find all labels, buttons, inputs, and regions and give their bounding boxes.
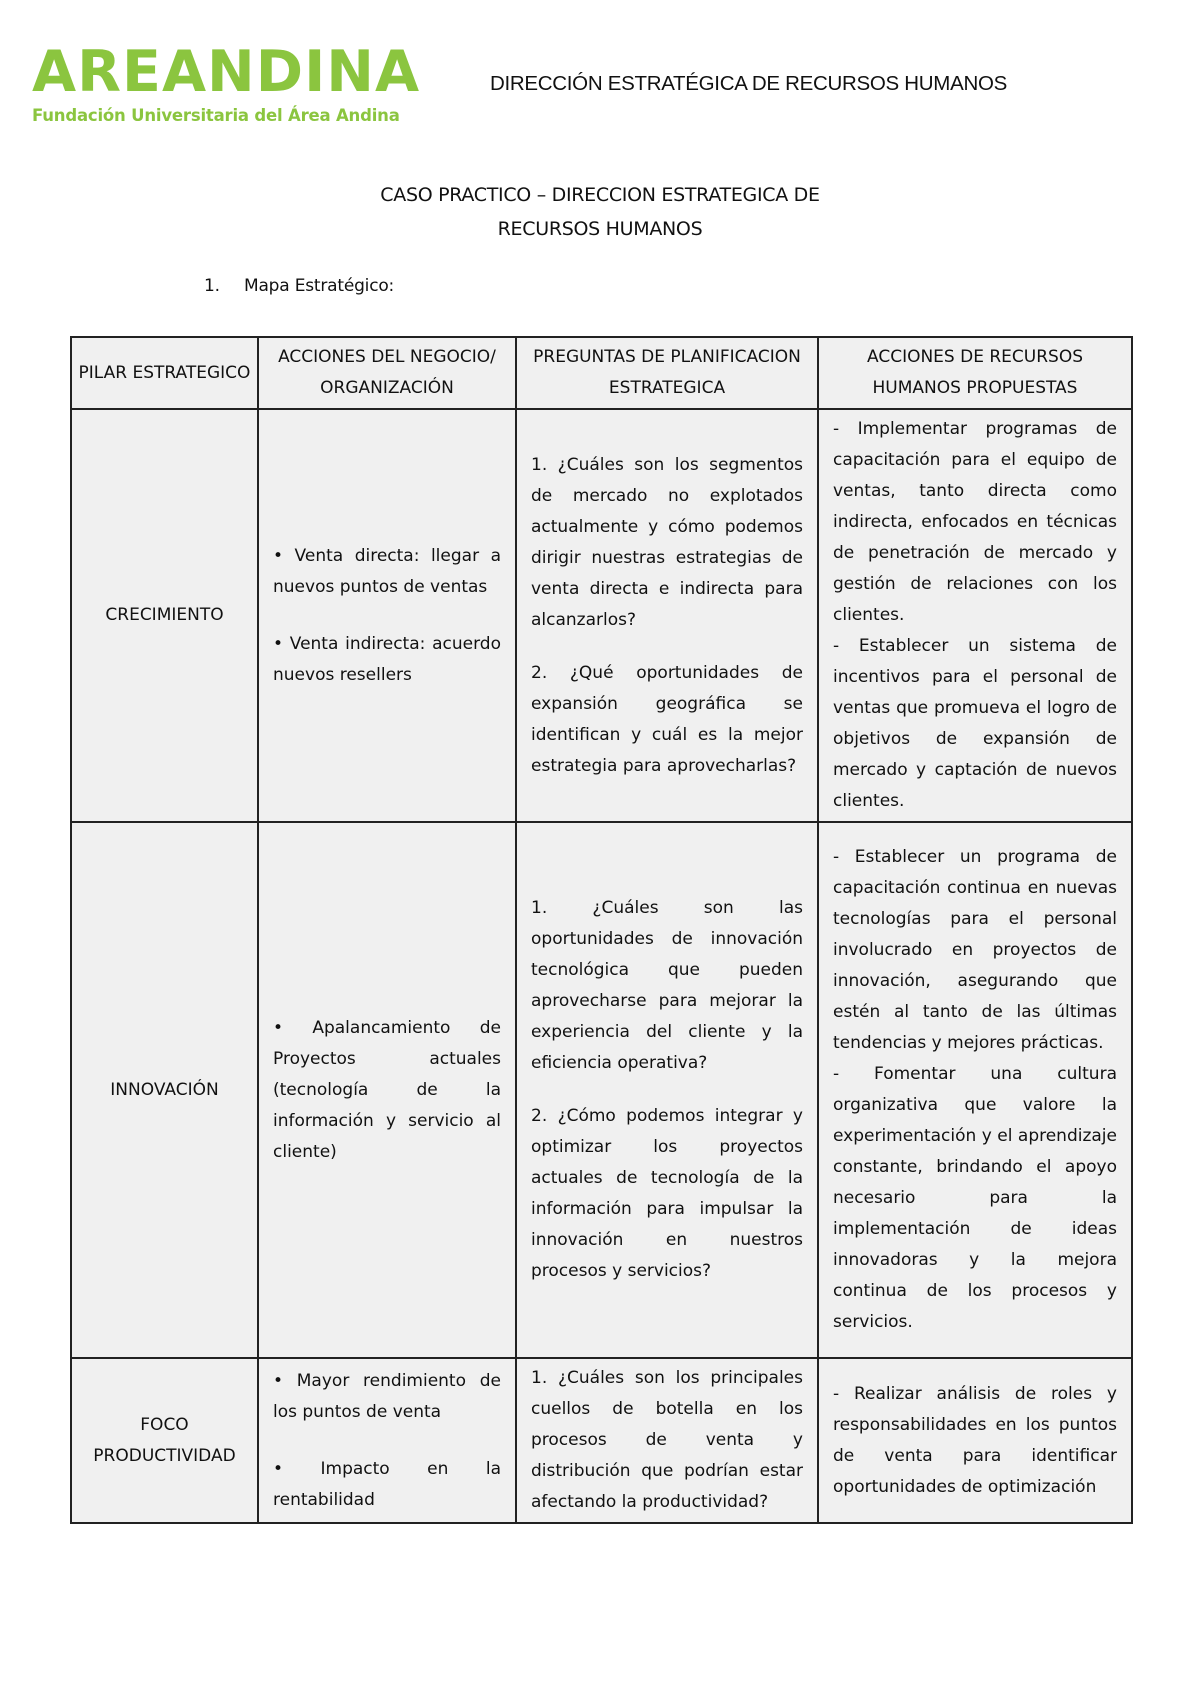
question-item: 1. ¿Cuáles son los principales cuellos de botella en los procesos de venta y distribución que podrían estar afectando la productividad? xyxy=(531,1368,803,1512)
pillar-cell: INNOVACIÓN xyxy=(71,822,258,1358)
hr-action-item: - Realizar análisis de roles y responsabilidades en los puntos de venta para identificar oportunidades de optimización xyxy=(833,1383,1117,1497)
question-item: 2. ¿Qué oportunidades de expansión geográfica se identifican y cuál es la mejor estrategia para aprovecharlas? xyxy=(531,662,803,776)
table-header-row xyxy=(71,337,1132,409)
hr-action-item: - Fomentar una cultura organizativa que valore la experimentación y el aprendizaje constante, brindando el apoyo necesario para la implementación de ideas innovadoras y la mejora continua de los procesos y servicios. xyxy=(833,1064,1117,1332)
section-heading xyxy=(204,276,394,296)
action-item: • Impacto en la rentabilidad xyxy=(273,1458,501,1510)
question-item: 1. ¿Cuáles son las oportunidades de innovación tecnológica que pueden aprovecharse para mejorar la experiencia del cliente y la eficiencia operativa? xyxy=(531,898,803,1073)
questions-cell xyxy=(516,822,818,1358)
section-number: 1. xyxy=(204,276,220,296)
actions-cell xyxy=(258,409,516,822)
action-item: • Venta directa: llegar a nuevos puntos de ventas xyxy=(273,545,501,597)
header-planning-questions: PREGUNTAS DE PLANIFICACION ESTRATEGICA xyxy=(516,337,818,409)
header-business-actions: ACCIONES DEL NEGOCIO/ ORGANIZACIÓN xyxy=(258,337,516,409)
hr-actions-cell xyxy=(818,822,1132,1358)
pillar-cell: FOCO PRODUCTIVIDAD xyxy=(71,1358,258,1523)
table-row xyxy=(71,1358,1132,1523)
document-title xyxy=(0,178,1200,246)
hr-action-item: - Establecer un programa de capacitación continua en nuevas tecnologías para el personal involucrado en proyectos de innovación, asegurando que estén al tanto de las últimas tendencias y mejores prácticas. xyxy=(833,847,1117,1053)
questions-cell xyxy=(516,409,818,822)
document-title-line-1: CASO PRACTICO – DIRECCION ESTRATEGICA DE xyxy=(380,184,820,206)
header-hr-actions: ACCIONES DE RECURSOS HUMANOS PROPUESTAS xyxy=(818,337,1132,409)
header-pillar: PILAR ESTRATEGICO xyxy=(71,337,258,409)
logo-wordmark: AREANDINA xyxy=(32,39,421,105)
hr-action-item: - Implementar programas de capacitación para el equipo de ventas, tanto directa como indirecta, enfocados en técnicas de penetración de mercado y gestión de relaciones con los clientes. xyxy=(833,419,1117,625)
table-row xyxy=(71,409,1132,822)
actions-cell xyxy=(258,1358,516,1523)
table-row xyxy=(71,822,1132,1358)
strategy-map-table xyxy=(70,336,1133,1524)
question-item: 1. ¿Cuáles son los segmentos de mercado no explotados actualmente y cómo podemos dirigir nuestras estrategias de venta directa e indirecta para alcanzarlos? xyxy=(531,454,803,630)
logo-subtitle: Fundación Universitaria del Área Andina xyxy=(32,106,400,125)
action-item: • Apalancamiento de Proyectos actuales (tecnología de la información y servicio al cliente) xyxy=(273,1017,501,1162)
hr-actions-cell xyxy=(818,409,1132,822)
question-item: 2. ¿Cómo podemos integrar y optimizar los proyectos actuales de tecnología de la información para impulsar la innovación en nuestros procesos y servicios? xyxy=(531,1106,803,1281)
section-label: Mapa Estratégico: xyxy=(244,276,395,296)
action-item: • Venta indirecta: acuerdo nuevos resellers xyxy=(273,633,501,685)
document-title-line-2: RECURSOS HUMANOS xyxy=(497,218,703,240)
hr-action-item: - Establecer un sistema de incentivos para el personal de ventas que promueva el logro de objetivos de expansión de mercado y captación de nuevos clientes. xyxy=(833,636,1117,811)
header-title: DIRECCIÓN ESTRATÉGICA DE RECURSOS HUMANOS xyxy=(490,72,1007,95)
hr-actions-cell xyxy=(818,1358,1132,1523)
action-item: • Mayor rendimiento de los puntos de venta xyxy=(273,1370,501,1422)
pillar-cell: CRECIMIENTO xyxy=(71,409,258,822)
questions-cell xyxy=(516,1358,818,1523)
actions-cell xyxy=(258,822,516,1358)
